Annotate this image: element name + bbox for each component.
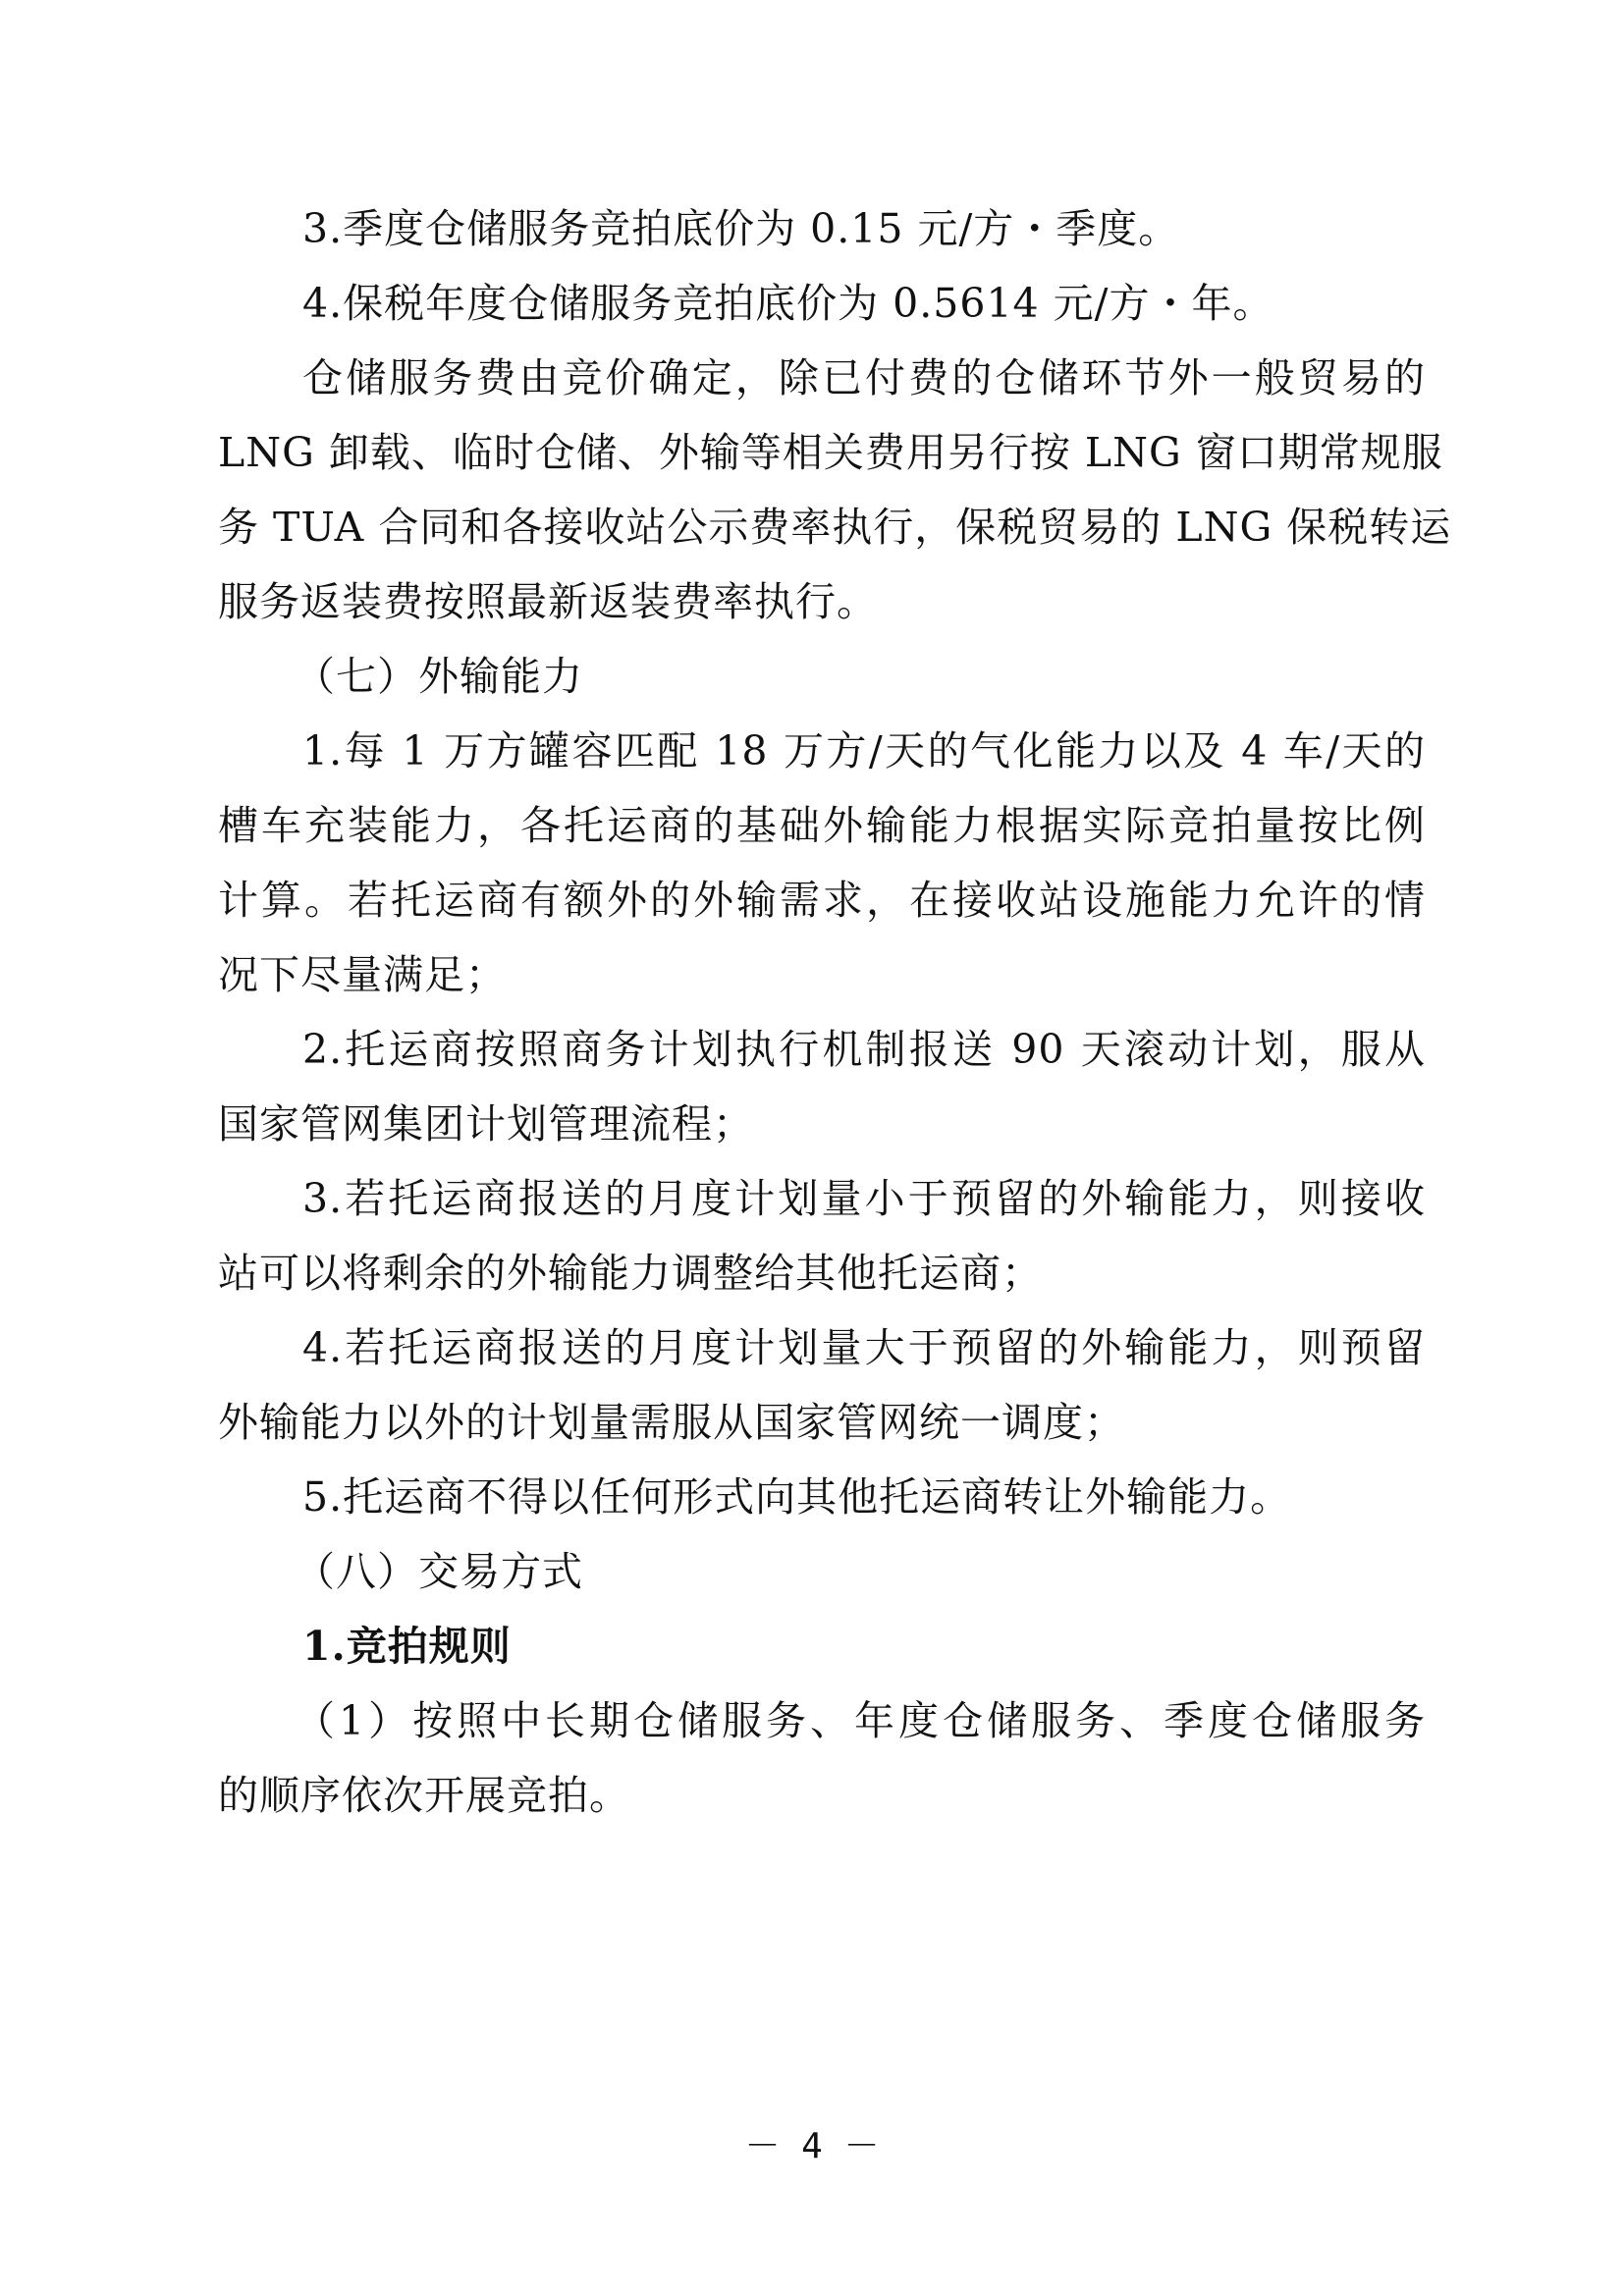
paragraph-line: 2.托运商按照商务计划执行机制报送 90 天滚动计划，服从 [302, 1026, 1426, 1073]
paragraph-line: 1.每 1 万方罐容匹配 18 万方/天的气化能力以及 4 车/天的 [302, 727, 1426, 774]
paragraph-line: 计算。若托运商有额外的外输需求，在接收站设施能力允许的情 [218, 877, 1426, 924]
paragraph-line: 务 TUA 合同和各接收站公示费率执行，保税贸易的 LNG 保税转运 [218, 504, 1452, 551]
paragraph-line: 仓储服务费由竞价确定，除已付费的仓储环节外一般贸易的 [302, 354, 1426, 401]
paragraph-line: 站可以将剩余的外输能力调整给其他托运商； [218, 1250, 1043, 1297]
paragraph-line: 服务返装费按照最新返装费率执行。 [218, 578, 878, 625]
paragraph-line: 况下尽量满足； [218, 951, 507, 998]
paragraph-line: 4.若托运商报送的月度计划量大于预留的外输能力，则预留 [302, 1324, 1426, 1371]
paragraph-line: 国家管网集团计划管理流程； [218, 1100, 754, 1148]
paragraph-line: 外输能力以外的计划量需服从国家管网统一调度； [218, 1399, 1125, 1446]
paragraph-line: LNG 卸载、临时仓储、外输等相关费用另行按 LNG 窗口期常规服 [218, 429, 1443, 476]
subsection-heading: 1.竞拍规则 [302, 1623, 512, 1670]
paragraph-line: 槽车充装能力，各托运商的基础外输能力根据实际竞拍量按比例 [218, 802, 1426, 849]
page-number: － 4 － [744, 2126, 880, 2166]
paragraph-line: 3.若托运商报送的月度计划量小于预留的外输能力，则接收 [302, 1175, 1426, 1222]
paragraph-line: （1）按照中长期仓储服务、年度仓储服务、季度仓储服务 [295, 1697, 1426, 1744]
paragraph-line: 3.季度仓储服务竞拍底价为 0.15 元/方・季度。 [302, 205, 1180, 252]
paragraph-line: 5.托运商不得以任何形式向其他托运商转让外输能力。 [302, 1473, 1292, 1521]
section-heading: （八）交易方式 [295, 1548, 583, 1595]
section-heading: （七）外输能力 [295, 653, 583, 700]
paragraph-line: 的顺序依次开展竞拍。 [218, 1772, 630, 1819]
paragraph-line: 4.保税年度仓储服务竞拍底价为 0.5614 元/方・年。 [302, 280, 1274, 327]
